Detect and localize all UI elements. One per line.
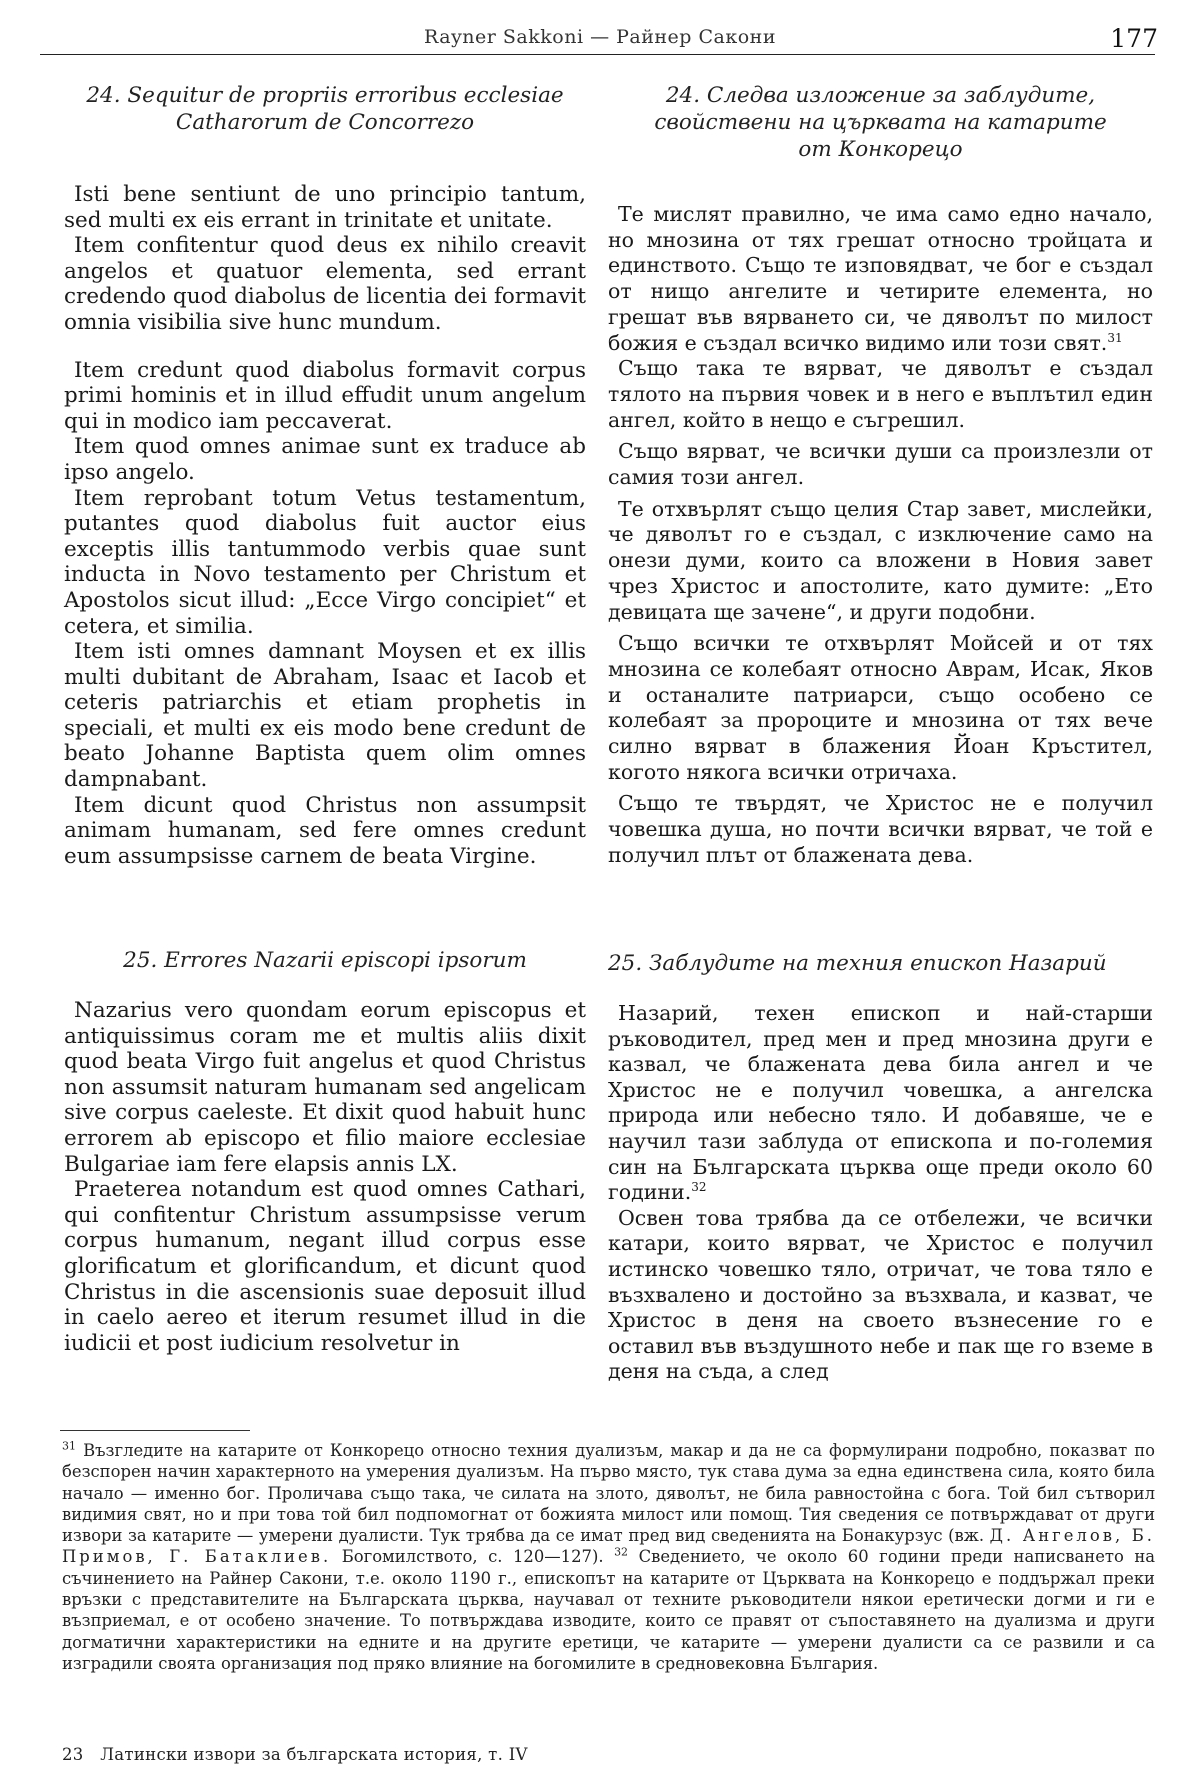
latin-paragraph: Item reprobant totum Vetus testamentum, putantes quod diabolus fuit auctor eius exceptis illis tantummodo verbis quae sunt inducta in Novo testamento per Christum et Apostolos sicut illud: „Ecce Virgo concipiet“ et cetera, et similia. bbox=[64, 485, 586, 639]
footnote-31-authors: Д. Ангелов, Б. Примов, Г. Батаклиев. bbox=[62, 1526, 1156, 1567]
bulgarian-section-25 bbox=[608, 950, 1153, 1385]
bulgarian-paragraph: Също те твърдят, че Христос не е получил човешка душа, но почти всички вярват, че той е получил плът от блажената дева. bbox=[608, 791, 1153, 867]
latin-paragraph: Item quod omnes animae sunt ex traduce ab ipso angelo. bbox=[64, 434, 586, 485]
latin-paragraph: Item dicunt quod Christus non assumpsit animam humanam, sed fere omnes credunt eum assumpsisse carnem de beata Virgine. bbox=[64, 792, 586, 869]
section-24-latin-title bbox=[64, 82, 586, 182]
bulgarian-paragraph: Също така те вярват, че дяволът е създал тялото на първия човек и в него е въплътил един ангел, който в нещо е съгрешил. bbox=[608, 356, 1153, 432]
footnote-32-text: Сведението, че около 60 години преди написването на съчинението на Райнер Сакони, т.е. около 1190 г., епископът на катарите от Църквата на Конкорецо е поддържал преки връзки с представителите на Българската църква, научавал от техните ръководители някои еретически догми и ги е възприемал, е от особено значение. То потвърждава изводите, които се правят от съпоставянето на дуализма и други догматични характеристики на едните и на другите еретици, че катарите — умерени дуалисти са се развили и са изградили своята организация под пряко влияние на богомилите в средновековна България. bbox=[62, 1547, 1156, 1673]
running-title: Rayner Sakkoni — Райнер Сакони bbox=[424, 26, 776, 48]
footnote-number-31: 31 bbox=[62, 1439, 76, 1453]
title-line: свойствени на църквата на катарите bbox=[654, 110, 1107, 135]
signature-line: 23 Латински извори за българската история, т. IV bbox=[62, 1745, 528, 1764]
section-24-bulgarian-title bbox=[608, 82, 1153, 202]
bulgarian-paragraph: Освен това трябва да се отбележи, че всички катари, които вярват, че Христос е получил истинско човешко тяло, отричат, че това тяло е възхвалено и достойно за възхвала, и казват, че Христос в деня на своето възнесение го е оставил във въздушното небе и пак ще го вземе в деня на съда, а след bbox=[608, 1205, 1153, 1384]
latin-column bbox=[64, 82, 586, 869]
section-25-bulgarian-title: 25. Заблудите на техния епископ Назарий bbox=[608, 951, 1107, 976]
title-line: от Конкорецо bbox=[798, 137, 963, 162]
latin-paragraph: Item confitentur quod deus ex nihilo creavit angelos et quatuor elementa, sed errant credendo quod diabolus de licentia dei formavit omnia visibilia sive hunc mundum. bbox=[64, 233, 586, 335]
latin-paragraph: Isti bene sentiunt de uno principio tantum, sed multi ex eis errant in trinitate et unitate. bbox=[64, 182, 586, 233]
bulgarian-paragraph: Също вярват, че всички души са произлезли от самия този ангел. bbox=[608, 439, 1153, 490]
section-25-latin-title: 25. Errores Nazarii episcopi ipsorum bbox=[123, 948, 527, 973]
footnote-31-text: Възгледите на катарите от Конкорецо относно техния дуализъм, макар и да не са формулирани подробно, показват по безспорен начин характерното на умерения дуализъм. На първо място, тук става дума за една единствена сила, която била начало — именно бог. Проличава също така, че силата на злото, дяволът, не била равностойна с бога. Той бил сътворил видимия свят, но и при това той бил подпомогнат от божията милост или помощ. Тия сведения се потвърждават от други извори за катарите — умерени дуалисти. Тук трябва да се имат пред вид сведенията на Бонакурзус (вж. bbox=[62, 1441, 1155, 1546]
paragraph-text: Те мислят правилно, че има само едно начало, но мнозина от тях грешат относно тройцата и единството. Също те изповядват, че бог е създал от нищо ангелите и четирите елемента, но грешат във вярването си, че дяволът по милост божия е създал всичко видимо или този свят. bbox=[608, 202, 1153, 355]
footnotes bbox=[62, 1440, 1155, 1674]
bulgarian-paragraph: Те отхвърлят също целия Стар завет, мислейки, че дяволът го е създал, с изключение само на онези думи, които са вложени в Новия завет чрез Христос и апостолите, като думите: „Ето девицата ще зачене“, и други подобни. bbox=[608, 496, 1153, 624]
footnote-ref-31[interactable]: 31 bbox=[1107, 330, 1123, 345]
paragraph-text: Назарий, техен епископ и най-старши ръководител, пред мен и пред мнозина други е казвал, че блажената дева била ангел и че Христос не е получил човешка, а ангелска природа или небесно тяло. И добавяше, че е научил тази заблуда от епископа и по-големия син на Българската църква още преди около 60 години. bbox=[608, 1001, 1153, 1205]
running-header bbox=[40, 26, 1160, 56]
footnote-31-source: Богомилството, с. 120—127). bbox=[341, 1547, 604, 1567]
latin-paragraph: Item credunt quod diabolus formavit corpus primi hominis et in illud effudit unum angelum qui in modico iam peccaverat. bbox=[64, 357, 586, 434]
page-number: 177 bbox=[1110, 24, 1158, 53]
bulgarian-column bbox=[608, 82, 1153, 869]
header-rule bbox=[40, 54, 1155, 55]
bulgarian-paragraph: Също всички те отхвърлят Мойсей и от тях мнозина се колебаят относно Аврам, Исак, Яков и останалите патриарси, също особено се колебаят за пророците и мнозина от тях вече силно вярват в блажения Йоан Кръстител, когото някога всички отричаха. bbox=[608, 631, 1153, 784]
title-line: Catharorum de Concorrezo bbox=[175, 110, 475, 135]
footnote-number-32: 32 bbox=[614, 1546, 629, 1560]
bulgarian-paragraph bbox=[608, 1001, 1153, 1206]
latin-section-25 bbox=[64, 947, 586, 1356]
footnote-ref-32[interactable]: 32 bbox=[691, 1180, 707, 1195]
title-line: 24. Следва изложение за заблудите, bbox=[665, 83, 1096, 108]
footnote-rule bbox=[60, 1430, 250, 1431]
latin-paragraph: Item isti omnes damnant Moysen et ex illis multi dubitant de Abraham, Isaac et Iacob et ceteris patriarchis et etiam prophetis in speciali, et multi ex eis modo bene credunt de beato Johanne Baptista quem olim omnes dampnabant. bbox=[64, 639, 586, 793]
bulgarian-paragraph bbox=[608, 202, 1153, 356]
latin-paragraph: Praeterea notandum est quod omnes Cathari, qui confitentur Christum assumpsisse verum corpus humanum, negant illud corpus esse glorificatum et glorificandum, et dicunt quod Christus in die ascensionis suae deposuit illud in caelo aereo et iterum resumet illud in die iudicii et post iudicium resolvetur in bbox=[64, 1177, 586, 1356]
title-line: 24. Sequitur de propriis erroribus ecclesiae bbox=[86, 83, 564, 108]
latin-paragraph: Nazarius vero quondam eorum episcopus et antiquissimus coram me et multis aliis dixit quod beata Virgo fuit angelus et quod Christus non assumsit naturam humanam sed angelicam sive corpus caeleste. Et dixit quod habuit hunc errorem ab episcopo et filio maiore ecclesiae Bulgariae iam fere elapsis annis LX. bbox=[64, 998, 586, 1177]
